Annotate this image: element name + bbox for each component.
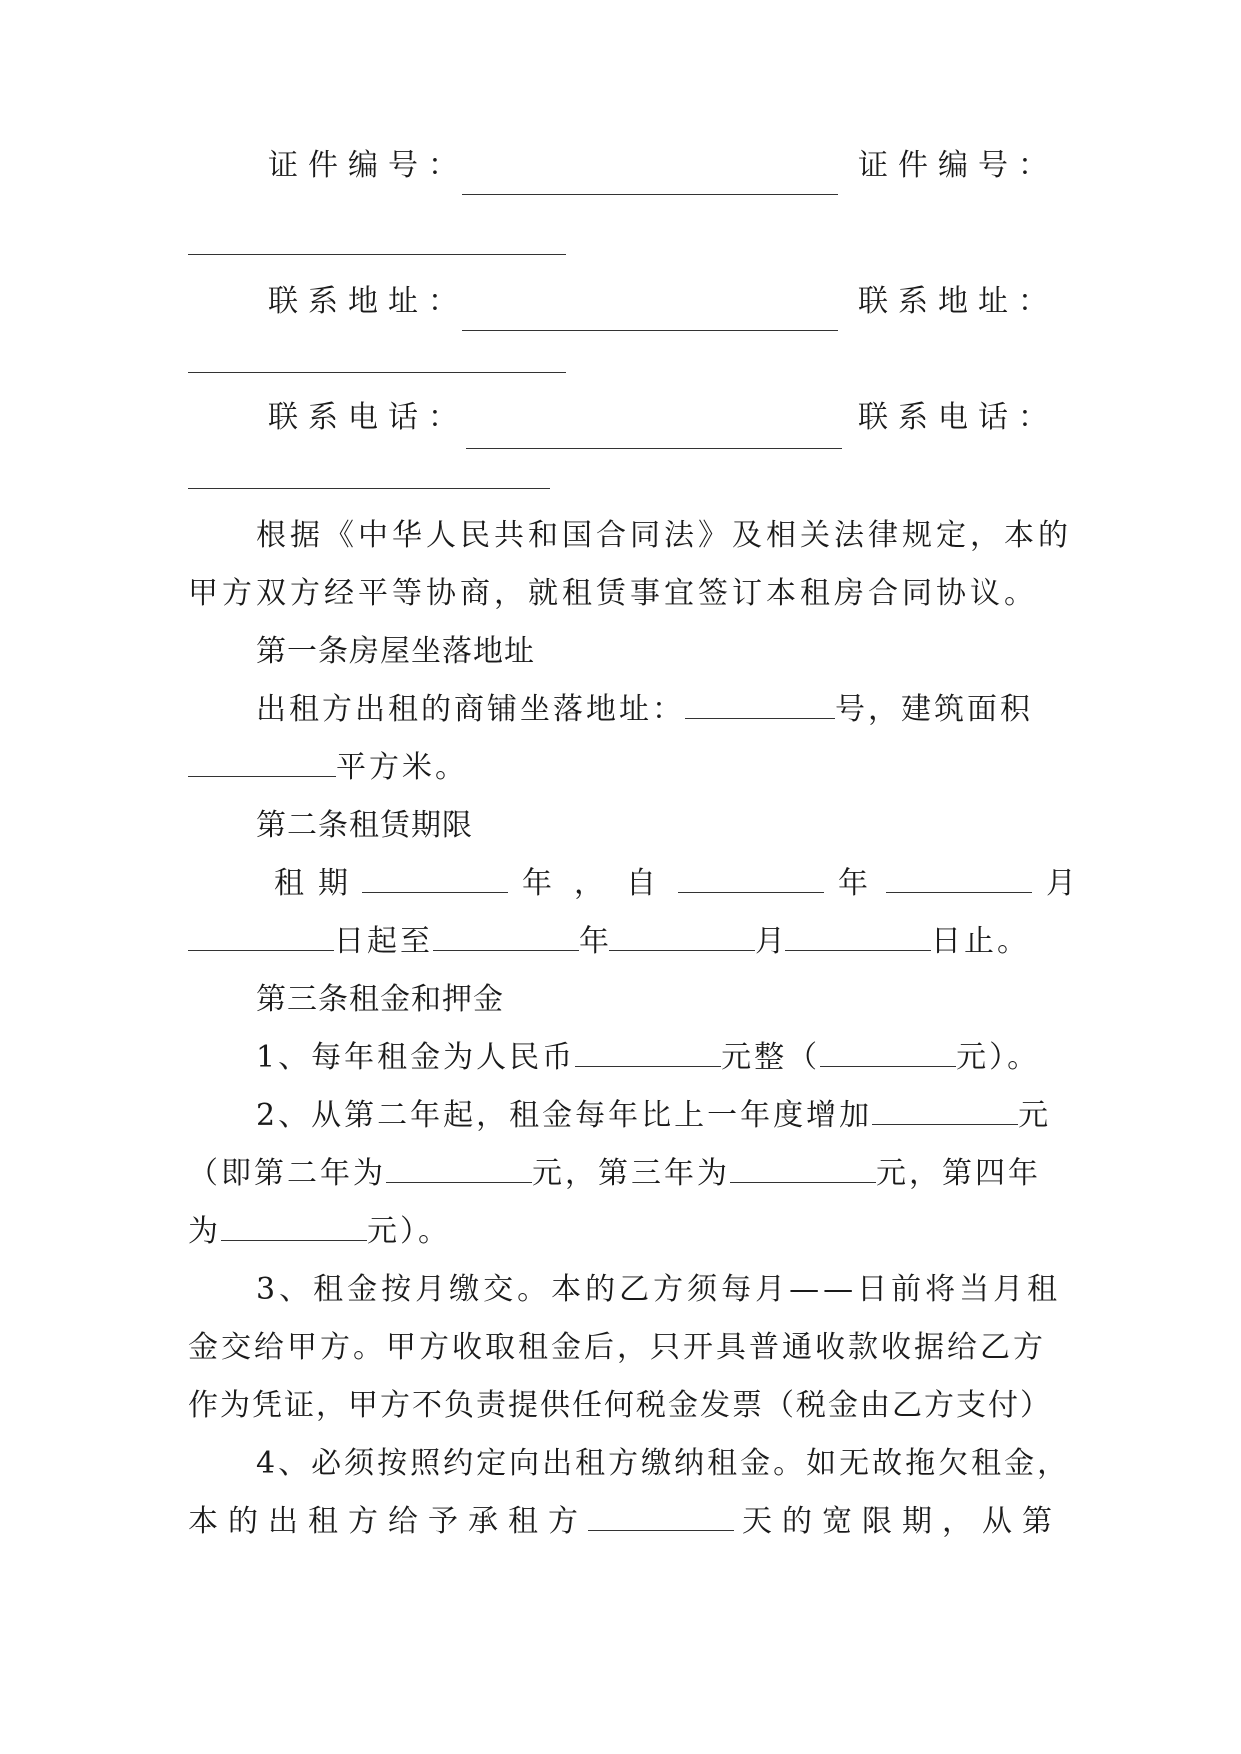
address-blank-right [188, 372, 566, 373]
term-years-from: 年，自 [522, 866, 678, 901]
year-4-prefix: 为 [188, 1214, 221, 1249]
article-1-address-blank [685, 692, 835, 719]
article-3-item-2-line-3 [188, 1212, 451, 1252]
article-1-line-2 [188, 748, 468, 788]
year-2-label: （即第二年为 [188, 1156, 386, 1191]
year-4-label: 元，第四年 [876, 1156, 1041, 1191]
address-label-right: 联系地址： [858, 284, 1058, 319]
end-month-unit: 月 [755, 924, 785, 959]
rent-amount-label: 1、每年租金为人民币 [256, 1040, 576, 1075]
start-day-until: 日起至 [334, 924, 433, 959]
grace-period-label: 本的出租方给予承租方 [188, 1504, 588, 1539]
article-1-area-label: 号，建筑面积 [835, 692, 1033, 727]
year-3-label: 元，第三年为 [532, 1156, 730, 1191]
phone-blank-right [188, 488, 550, 489]
article-3-item-2-line-1 [256, 1096, 1051, 1136]
start-year-unit: 年 [838, 866, 868, 901]
phone-label-right: 联系电话： [858, 400, 1058, 435]
rent-amount-figure-blank [820, 1040, 956, 1067]
article-2-title: 第二条租赁期限 [256, 808, 473, 843]
article-3-item-3-line-2: 金交给甲方。甲方收取租金后，只开具普通收款收据给乙方 [188, 1330, 1046, 1365]
end-month-blank [609, 924, 755, 951]
phone-blank-left [466, 448, 842, 449]
preamble-line-1: 根据《中华人民共和国合同法》及相关法律规定，本的 [256, 518, 1072, 553]
article-3-item-3-line-3: 作为凭证，甲方不负责提供任何税金发票（税金由乙方支付） [188, 1388, 1052, 1423]
address-blank-left [462, 330, 838, 331]
grace-period-blank [588, 1504, 734, 1531]
rent-amount-blank [575, 1040, 721, 1067]
id-number-blank-right [188, 254, 566, 255]
article-1-address-label: 出租方出租的商铺坐落地址： [256, 692, 685, 727]
article-3-item-4-line-2 [188, 1502, 1062, 1542]
start-day-blank [188, 924, 334, 951]
end-year-unit: 年 [579, 924, 609, 959]
grace-period-unit: 天的宽限期，从第 [742, 1504, 1062, 1539]
preamble-line-2: 甲方双方经平等协商，就租赁事宜签订本租房合同协议。 [188, 576, 1038, 611]
rent-amount-unit: 元整（ [721, 1040, 821, 1075]
article-1-area-blank [188, 750, 336, 777]
article-3-item-2-line-2 [188, 1154, 1041, 1194]
id-number-blank-left [462, 194, 838, 195]
id-number-label-right: 证件编号： [858, 148, 1058, 183]
end-day-blank [785, 924, 931, 951]
article-3-item-1 [256, 1038, 1040, 1078]
start-month-unit: 月 [1046, 866, 1076, 901]
rent-increase-blank [872, 1098, 1018, 1125]
id-number-label-left: 证件编号： [268, 148, 468, 183]
year-3-blank [730, 1156, 876, 1183]
phone-label-left: 联系电话： [268, 400, 468, 435]
year-2-blank [386, 1156, 532, 1183]
article-3-item-4-line-1: 4、必须按照约定向出租方缴纳租金。如无故拖欠租金， [256, 1446, 1071, 1481]
article-1-line-1 [256, 690, 1033, 730]
rent-amount-close: 元）。 [956, 1040, 1041, 1075]
article-1-title: 第一条房屋坐落地址 [256, 634, 535, 669]
article-3-title: 第三条租金和押金 [256, 982, 504, 1017]
term-label: 租期 [274, 866, 362, 901]
article-1-area-unit: 平方米。 [336, 750, 468, 785]
start-year-blank [678, 866, 824, 893]
start-month-blank [886, 866, 1032, 893]
year-4-blank [221, 1214, 367, 1241]
rent-increase-unit: 元 [1018, 1098, 1052, 1133]
term-years-blank [362, 866, 508, 893]
address-label-left: 联系地址： [268, 284, 468, 319]
article-2-line-1 [274, 864, 1076, 904]
rent-increase-label: 2、从第二年起，租金每年比上一年度增加 [256, 1098, 873, 1133]
end-day-unit: 日止。 [931, 924, 1030, 959]
article-2-line-2 [188, 922, 1030, 962]
article-3-item-3-line-1: 3、租金按月缴交。本的乙方须每月——日前将当月租 [256, 1272, 1062, 1307]
year-4-unit: 元）。 [367, 1214, 451, 1249]
end-year-blank [433, 924, 579, 951]
